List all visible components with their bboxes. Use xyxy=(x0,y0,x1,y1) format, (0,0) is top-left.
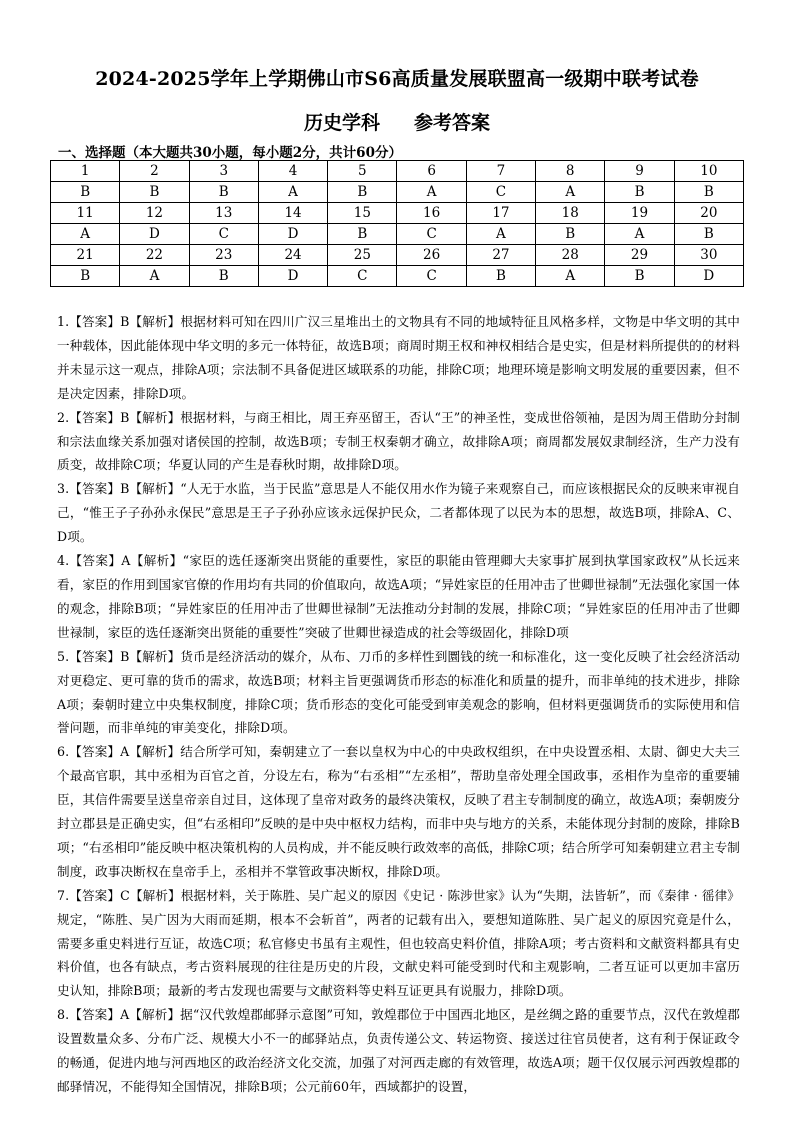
document-title: 2024-2025学年上学期佛山市S6高质量发展联盟高一级期中联考试卷 xyxy=(95,68,699,90)
answer-cell: C xyxy=(189,224,258,245)
answer-cell: B xyxy=(466,266,535,287)
answer-cell: A xyxy=(397,182,466,203)
question-number-cell: 2 xyxy=(120,161,189,182)
question-number-row xyxy=(51,161,744,182)
answer-cell: B xyxy=(120,182,189,203)
question-number-cell: 7 xyxy=(466,161,535,182)
explanation-paragraph: 8.【答案】A【解析】据“汉代敦煌郡邮驿示意图”可知，敦煌郡位于中国西北地区，是丝绸之路的重要节点，汉代在敦煌郡设置数量众多、分布广泛、规模大小不一的邮驿站点，负责传递公文、转运物资、接送过往官员使者，这有利于保证政令的畅通，促进内地与河西地区的政治经济文化交流，加强了对河西走廊的有效管理，故选A项；题干仅仅展示河西敦煌郡的邮驿情况，不能得知全国情况，排除B项；公元前60年，西域都护的设置， xyxy=(57,1007,740,1094)
question-number-cell: 8 xyxy=(536,161,605,182)
question-number-cell: 12 xyxy=(120,203,189,224)
answer-cell: A xyxy=(258,182,327,203)
answer-cell: B xyxy=(51,266,120,287)
question-number-cell: 27 xyxy=(466,245,535,266)
answer-cell: D xyxy=(120,224,189,245)
answer-cell: A xyxy=(466,224,535,245)
subject-label: 历史学科 xyxy=(303,112,380,134)
answer-cell: B xyxy=(328,182,397,203)
explanation-paragraph: 3.【答案】B【解析】“人无于水监，当于民监”意思是人不能仅用水作为镜子来观察自己，而应该根据民众的反映来审视自己，“惟王子子孙孙永保民”意思是王子子孙孙应该永远保护民众，二者都体现了以民为本的思想，故选B项，排除A、C、D项。 xyxy=(57,481,740,545)
answer-cell: B xyxy=(674,182,743,203)
answer-row xyxy=(51,182,744,203)
question-number-cell: 15 xyxy=(328,203,397,224)
question-number-cell: 26 xyxy=(397,245,466,266)
question-number-cell: 22 xyxy=(120,245,189,266)
question-number-cell: 9 xyxy=(605,161,674,182)
answer-cell: D xyxy=(674,266,743,287)
answer-cell: C xyxy=(328,266,397,287)
question-number-cell: 23 xyxy=(189,245,258,266)
explanation-paragraph: 4.【答案】A【解析】“家臣的选任逐渐突出贤能的重要性，家臣的职能由管理卿大夫家事扩展到执掌国家政权”从长远来看，家臣的作用到国家官僚的作用均有共同的价值取向，故选A项；“异姓家臣的任用冲击了世卿世禄制”无法强化家国一体的观念，排除B项；“异姓家臣的任用冲击了世卿世禄制”无法推动分封制的发展，排除C项；“异姓家臣的任用冲击了世卿世禄制，家臣的选任逐渐突出贤能的重要性”突破了世卿世禄造成的社会等级固化，排除D项 xyxy=(57,553,740,640)
answer-cell: B xyxy=(605,182,674,203)
answer-cell: A xyxy=(536,266,605,287)
question-number-cell: 13 xyxy=(189,203,258,224)
explanations-section xyxy=(57,310,740,1099)
question-number-cell: 1 xyxy=(51,161,120,182)
answer-cell: C xyxy=(397,266,466,287)
question-number-cell: 14 xyxy=(258,203,327,224)
question-number-cell: 30 xyxy=(674,245,743,266)
answer-cell: B xyxy=(674,224,743,245)
answer-cell: B xyxy=(51,182,120,203)
question-number-cell: 25 xyxy=(328,245,397,266)
answer-cell: C xyxy=(397,224,466,245)
answer-row xyxy=(51,266,744,287)
answer-cell: A xyxy=(536,182,605,203)
answer-cell: B xyxy=(605,266,674,287)
question-number-cell: 21 xyxy=(51,245,120,266)
question-number-cell: 17 xyxy=(466,203,535,224)
question-number-cell: 4 xyxy=(258,161,327,182)
answer-cell: B xyxy=(189,266,258,287)
explanation-paragraph: 6.【答案】A【解析】结合所学可知，秦朝建立了一套以皇权为中心的中央政权组织，在中央设置丞相、太尉、御史大夫三个最高官职，其中丞相为百官之首，分设左右，称为“右丞相”“左丞相”，帮助皇帝处理全国政事，丞相作为皇帝的重要辅臣，其信件需要呈送皇帝亲自过目，这体现了皇帝对政务的最终决策权，反映了君主专制制度的确立，故选A项；秦朝废分封立郡县是正确史实，但“右丞相印”反映的是中央中枢权力结构，而非中央与地方的关系，未能体现分封制的废除，排除B项；“右丞相印”能反映中枢决策机构的人员构成，并不能反映行政效率的高低，排除C项；结合所学可知秦朝建立君主专制制度，政事决断权在皇帝手上，丞相并不掌管政事决断权，排除D项。 xyxy=(57,744,740,879)
explanation-paragraph: 5.【答案】B【解析】货币是经济活动的媒介，从布、刀币的多样性到圜钱的统一和标准化，这一变化反映了社会经济活动对更稳定、更可靠的货币的需求，故选B项；材料主旨更强调货币形态的标准化和质量的提升，而非单纯的技术进步，排除A项；秦朝时建立中央集权制度，排除C项；货币形态的变化可能受到审美观念的影响，但材料更强调货币的实际使用和信誉问题，而非单纯的审美变化，排除D项。 xyxy=(57,648,740,736)
answer-cell: A xyxy=(120,266,189,287)
answer-cell: A xyxy=(51,224,120,245)
answer-cell: C xyxy=(466,182,535,203)
explanation-paragraph: 7.【答案】C【解析】根据材料，关于陈胜、吴广起义的原因《史记 · 陈涉世家》认为“失期，法皆斩”，而《秦律 · 徭律》规定，“陈胜、吴广因为大雨而延期，根本不会斩首”，两者的记载有出入，要想知道陈胜、吴广起义的原因究竟是什么，需要多重史料进行互证，故选C项；私官修史书虽有主观性，但也较高史料价值，排除A项；考古资料和文献资料都具有史料价值，也各有缺点，考古资料展现的往往是历史的片段，文献史料可能受到时代和主观影响，二者互证可以更加丰富历史认知，排除B项；最新的考古发现也需要与文献资料等史料互证更具有说服力，排除D项。 xyxy=(57,887,740,999)
answer-cell: D xyxy=(258,224,327,245)
explanation-paragraph: 2.【答案】B【解析】根据材料，与商王相比，周王弃巫留王，否认“王”的神圣性，变成世俗领袖，是因为周王借助分封制和宗法血缘关系加强对诸侯国的控制，故选B项；专制王权秦朝才确立，故排除A项；商周都发展奴隶制经济，生产力没有质变，故排除C项；华夏认同的产生是春秋时期，故排除D项。 xyxy=(57,409,740,473)
question-number-cell: 3 xyxy=(189,161,258,182)
question-number-cell: 19 xyxy=(605,203,674,224)
question-number-cell: 10 xyxy=(674,161,743,182)
question-number-cell: 5 xyxy=(328,161,397,182)
answer-cell: A xyxy=(605,224,674,245)
answer-cell: B xyxy=(328,224,397,245)
answer-cell: B xyxy=(536,224,605,245)
question-number-cell: 29 xyxy=(605,245,674,266)
question-number-cell: 18 xyxy=(536,203,605,224)
question-number-cell: 16 xyxy=(397,203,466,224)
question-number-row xyxy=(51,203,744,224)
answer-key-label: 参考答案 xyxy=(414,112,491,134)
question-number-row xyxy=(51,245,744,266)
answer-cell: B xyxy=(189,182,258,203)
question-number-cell: 20 xyxy=(674,203,743,224)
question-number-cell: 6 xyxy=(397,161,466,182)
section-heading: 一、选择题（本大题共30小题，每小题2分，共计60分） xyxy=(58,145,402,161)
answer-row xyxy=(51,224,744,245)
question-number-cell: 24 xyxy=(258,245,327,266)
explanation-paragraph: 1.【答案】B【解析】根据材料可知在四川广汉三星堆出土的文物具有不同的地域特征且风格多样，文物是中华文明的其中一种载体，因此能体现中华文明的多元一体特征，故选B项；商周时期王权和神权相结合是史实，但是材料所提供的的材料并未显示这一观点，排除A项；宗法制不具备促进区域联系的功能，排除C项；地理环境是影响文明发展的重要因素，但不是决定因素，排除D项。 xyxy=(57,314,740,401)
document-subtitle xyxy=(0,108,794,135)
answer-table xyxy=(50,160,744,287)
question-number-cell: 28 xyxy=(536,245,605,266)
answer-cell: D xyxy=(258,266,327,287)
question-number-cell: 11 xyxy=(51,203,120,224)
